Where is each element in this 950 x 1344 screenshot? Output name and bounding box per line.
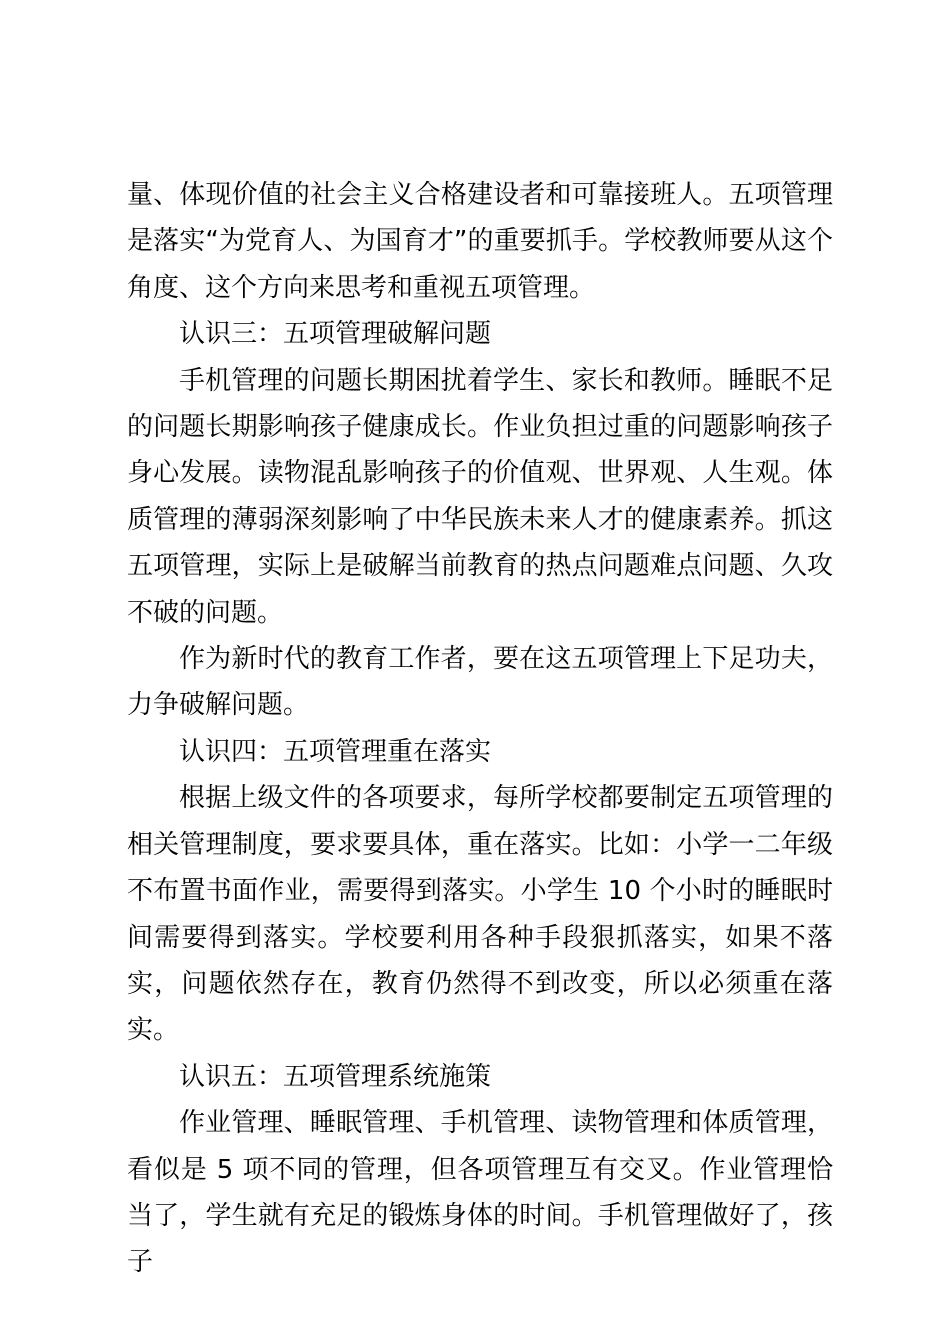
section-heading-4: 认识四：五项管理重在落实 [179, 736, 492, 767]
paragraph-educators: 作为新时代的教育工作者，要在这五项管理上下足功夫，力争破解问题。 [127, 644, 833, 721]
document-body [127, 172, 833, 1286]
section-heading-5: 认识五：五项管理系统施策 [179, 1061, 492, 1092]
paragraph-implementation: 根据上级文件的各项要求，每所学校都要制定五项管理的相关管理制度，要求要具体，重在落实。比如：小学一二年级不布置书面作业，需要得到落实。小学生 10 个小时的睡眠时间需要得到落实。学校要利用各种手段狠抓落实，如果不落实，问题依然存在，教育仍然得不到改变，所以必须重在落实。 [127, 783, 833, 1046]
paragraph-problems: 手机管理的问题长期困扰着学生、家长和教师。睡眠不足的问题长期影响孩子健康成长。作业负担过重的问题影响孩子身心发展。读物混乱影响孩子的价值观、世界观、人生观。体质管理的薄弱深刻影响了中华民族未来人才的健康素养。抓这五项管理，实际上是破解当前教育的热点问题难点问题、久攻不破的问题。 [127, 365, 833, 628]
paragraph-systematic: 作业管理、睡眠管理、手机管理、读物管理和体质管理，看似是 5 项不同的管理，但各项管理互有交叉。作业管理恰当了，学生就有充足的锻炼身体的时间。手机管理做好了，孩子 [127, 1108, 833, 1278]
section-heading-3: 认识三：五项管理破解问题 [179, 319, 492, 350]
paragraph-continuation: 量、体现价值的社会主义合格建设者和可靠接班人。五项管理是落实“为党育人、为国育才”的重要抓手。学校教师要从这个角度、这个方向来思考和重视五项管理。 [127, 180, 833, 303]
